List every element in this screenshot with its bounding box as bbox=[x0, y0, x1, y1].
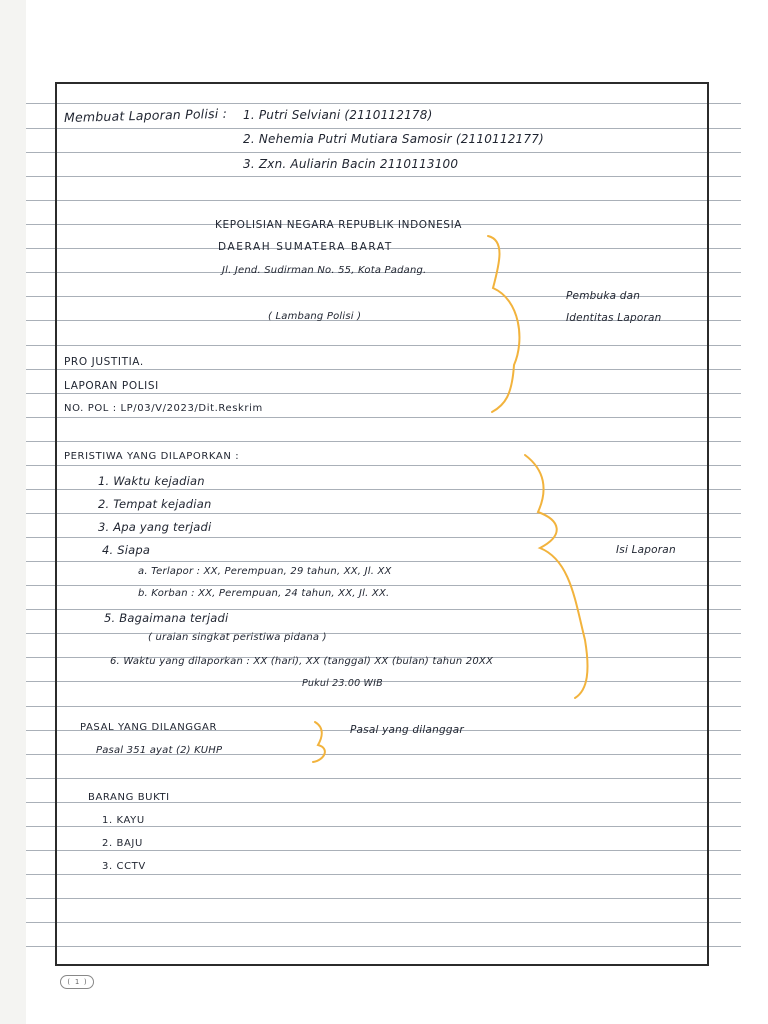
evidence-item-3: 3. CCTV bbox=[102, 861, 146, 872]
authors-label: Membuat Laporan Polisi : bbox=[63, 105, 228, 125]
opening-brace bbox=[488, 236, 519, 412]
event-what: 3. Apa yang terjadi bbox=[98, 520, 212, 534]
pro-justitia: PRO JUSTITIA. bbox=[64, 356, 144, 368]
report-title: LAPORAN POLISI bbox=[64, 380, 159, 392]
event-place: 2. Tempat kejadian bbox=[98, 497, 212, 511]
page-number: ( 1 ) bbox=[60, 975, 94, 989]
header-region: DAERAH SUMATERA BARAT bbox=[218, 241, 393, 253]
note-opening-1: Pembuka dan bbox=[566, 290, 641, 302]
note-content: Isi Laporan bbox=[616, 544, 676, 556]
evidence-heading: BARANG BUKTI bbox=[88, 792, 170, 803]
evidence-item-2: 2. BAJU bbox=[102, 838, 143, 849]
event-how-detail: ( uraian singkat peristiwa pidana ) bbox=[148, 632, 327, 643]
event-reported-party: a. Terlapor : XX, Perempuan, 29 tahun, XX, Jl. XX bbox=[138, 566, 392, 577]
event-time: 1. Waktu kejadian bbox=[98, 474, 205, 488]
event-how: 5. Bagaimana terjadi bbox=[104, 611, 229, 625]
event-victim: b. Korban : XX, Perempuan, 24 tahun, XX, Jl. XX. bbox=[138, 588, 390, 599]
police-emblem-placeholder: ( Lambang Polisi ) bbox=[268, 311, 362, 322]
event-heading: PERISTIWA YANG DILAPORKAN : bbox=[64, 451, 240, 462]
event-reported-hour: Pukul 23.00 WIB bbox=[302, 678, 383, 689]
event-who: 4. Siapa bbox=[102, 543, 151, 557]
pasal-value: Pasal 351 ayat (2) KUHP bbox=[96, 745, 223, 756]
report-number: NO. POL : LP/03/V/2023/Dit.Reskrim bbox=[64, 403, 263, 414]
pasal-brace bbox=[313, 722, 325, 762]
author-3: 3. Zxn. Auliarin Bacin 2110113100 bbox=[243, 157, 459, 171]
note-pasal: Pasal yang dilanggar bbox=[350, 724, 464, 736]
evidence-item-1: 1. KAYU bbox=[102, 815, 145, 826]
author-2: 2. Nehemia Putri Mutiara Samosir (2110112177) bbox=[243, 132, 544, 146]
event-reported-time: 6. Waktu yang dilaporkan : XX (hari), XX (tanggal) XX (bulan) tahun 20XX bbox=[110, 656, 494, 667]
note-opening-2: Identitas Laporan bbox=[566, 312, 662, 324]
pasal-heading: PASAL YANG DILANGGAR bbox=[80, 722, 217, 733]
header-institution: KEPOLISIAN NEGARA REPUBLIK INDONESIA bbox=[215, 219, 463, 231]
author-1: 1. Putri Selviani (2110112178) bbox=[243, 108, 433, 122]
content-brace bbox=[525, 455, 588, 698]
header-address: Jl. Jend. Sudirman No. 55, Kota Padang. bbox=[222, 265, 427, 276]
